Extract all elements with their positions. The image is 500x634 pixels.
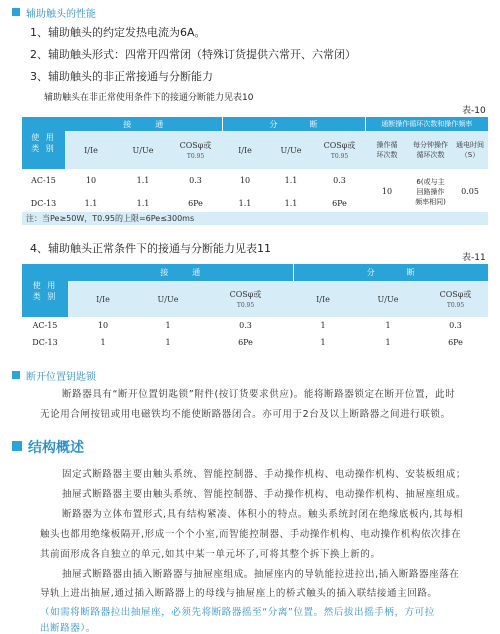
table-10-note: 注：当Pe≥50W，T0.95的上限=6Pe≤300ms <box>22 212 488 225</box>
table-cell: 1 <box>165 321 171 330</box>
table-cell: 1 <box>320 338 326 347</box>
t10-col-header: I/Ie <box>65 131 117 169</box>
paragraph-line-note: （如需将断路器拉出抽屉座，必须先将断路器摇至“分离”位置。然后拔出摇手柄，方可拉 <box>40 607 435 618</box>
table-cell: 1 <box>385 321 391 330</box>
t10-group-off: 分 断 <box>222 117 365 131</box>
table-cell: 1.1 <box>284 176 298 185</box>
table-11 <box>22 264 488 351</box>
table-cell: 1.1 <box>136 198 150 208</box>
t11-group-on: 接 通 <box>68 264 293 281</box>
table-cell: 6Pe <box>448 338 463 347</box>
t10-col-header: 操作循 环次数 <box>365 131 409 169</box>
section-heading-structure: 结构概述 <box>28 440 84 456</box>
t10-group-cycle: 通断操作循环次数和操作频率 <box>365 117 488 131</box>
text-line-3b: 辅助触头在非正常使用条件下的接通分断能力见表10 <box>44 93 254 103</box>
paragraph-line: 抽屉式断路器由插入断路器与抽屉座组成。抽屉座内的导轨能拉进拉出,插入断路器座落在 <box>62 569 460 580</box>
table-cell: 1.1 <box>84 198 98 208</box>
t10-row-category: DC-13 <box>30 198 57 208</box>
t10-col-header: 每分钟操作 循环次数 <box>409 131 452 169</box>
t10-time-cell: 0.05 <box>461 187 479 196</box>
table-cell: 1 <box>320 321 326 330</box>
t10-col-header: U/Ue <box>117 131 169 169</box>
section-bullet-icon <box>12 441 22 451</box>
t11-row-category: DC-13 <box>32 338 58 347</box>
t11-col-header: U/Ue <box>138 281 198 317</box>
table-cell: 1.1 <box>284 198 298 208</box>
section-heading-key-lock: 断开位置钥匙锁 <box>26 372 96 383</box>
table-cell: 0.3 <box>449 321 462 330</box>
table-cell: 1.1 <box>136 176 150 185</box>
text-line-3: 3、辅助触头的非正常接通与分断能力 <box>30 70 213 83</box>
table-cell: 0.3 <box>333 176 346 185</box>
t10-col-header: I/Ie <box>222 131 268 169</box>
table-cell: 1 <box>385 338 391 347</box>
paragraph-line: 断路器为立体布置形式,具有结构紧凑、体积小的特点。触头系统封闭在绝缘底板内,其每相 <box>62 509 464 520</box>
table-cell: 6Pe <box>332 198 347 208</box>
paragraph-line: 导轨上进出抽屉,通过插入断路器上的母线与抽屉座上的桥式触头的插入联结接通主回路。 <box>40 588 438 599</box>
t11-col-header-cos: COSφ或 T0.95 <box>423 281 488 317</box>
table-cell: 10 <box>97 321 109 330</box>
section-heading-aux-contacts: 辅助触头的性能 <box>26 9 96 20</box>
t10-col-header: U/Ue <box>268 131 314 169</box>
t11-row-category: AC-15 <box>32 321 58 330</box>
table-11-label: 表-11 <box>462 253 486 263</box>
text-line-2: 2、辅助触头形式：四常开四常闭（特殊订货提供六常开、六常闭） <box>30 48 356 61</box>
text-line-4: 4、辅助触头正常条件下的接通与分断能力见表11 <box>30 242 271 255</box>
table-cell: 6Pe <box>238 338 253 347</box>
table-cell: 10 <box>239 176 251 185</box>
t11-col-header: I/Ie <box>293 281 353 317</box>
t10-col-header-cos: COSφ或 T0.95 <box>314 131 365 169</box>
t11-col-header: I/Ie <box>68 281 138 317</box>
paragraph-line: 触头也都用绝缘板隔开,形成一个个小室,而智能控制器、手动操作机构、电动操作机构依次排在 <box>40 529 462 540</box>
paragraph-line-note: 出断路器）。 <box>40 623 96 634</box>
t10-row-category: AC-15 <box>31 176 56 185</box>
t11-side-label: 使 用 类 别 <box>22 264 68 317</box>
section-bullet-icon <box>12 371 20 379</box>
table-10-label: 表-10 <box>462 106 486 116</box>
table-cell: 6Pe <box>188 198 203 208</box>
t10-side-label: 使 用 类 别 <box>22 117 65 169</box>
section-bullet-icon <box>12 8 20 16</box>
paragraph-line: 无论用合闸按钮或用电磁铁均不能使断路器闭合。亦可用于2台及以上断路器之间进行联锁。 <box>40 409 451 420</box>
paragraph-line: 抽屉式断路器主要由触头系统、智能控制器、手动操作机构、电动操作机构、抽屉座组成。 <box>62 489 467 500</box>
t11-group-off: 分 断 <box>293 264 488 281</box>
paragraph-line: 其前面形成各自独立的单元,如其中某一单元坏了,可将其整个拆下换上新的。 <box>40 549 381 560</box>
t11-col-header-cos: COSφ或 T0.95 <box>198 281 293 317</box>
t10-group-on: 接 通 <box>65 117 222 131</box>
text-line-1: 1、辅助触头的约定发热电流为6A。 <box>30 26 206 39</box>
table-cell: 0.3 <box>189 176 202 185</box>
t10-ops-cell: 10 <box>381 187 393 196</box>
table-cell: 1 <box>100 338 106 347</box>
t11-col-header: U/Ue <box>353 281 423 317</box>
table-cell: 1 <box>165 338 171 347</box>
t10-col-header-cos: COSφ或 T0.95 <box>169 131 222 169</box>
table-cell: 10 <box>85 176 97 185</box>
t10-per-min-cell: 6(或与主 回路操作 频率相同) <box>415 177 446 206</box>
table-cell: 1.1 <box>238 198 252 208</box>
t10-col-header: 通电时间 （S） <box>452 131 488 169</box>
table-cell: 0.3 <box>239 321 252 330</box>
paragraph-line: 断路器具有“断开位置钥匙锁”附件(按订货要求供应)。能将断路器锁定在断开位置，此时 <box>62 389 456 400</box>
paragraph-line: 固定式断路器主要由触头系统、智能控制器、手动操作机构、电动操作机构、安装板组成； <box>62 469 467 480</box>
table-10 <box>22 117 488 214</box>
